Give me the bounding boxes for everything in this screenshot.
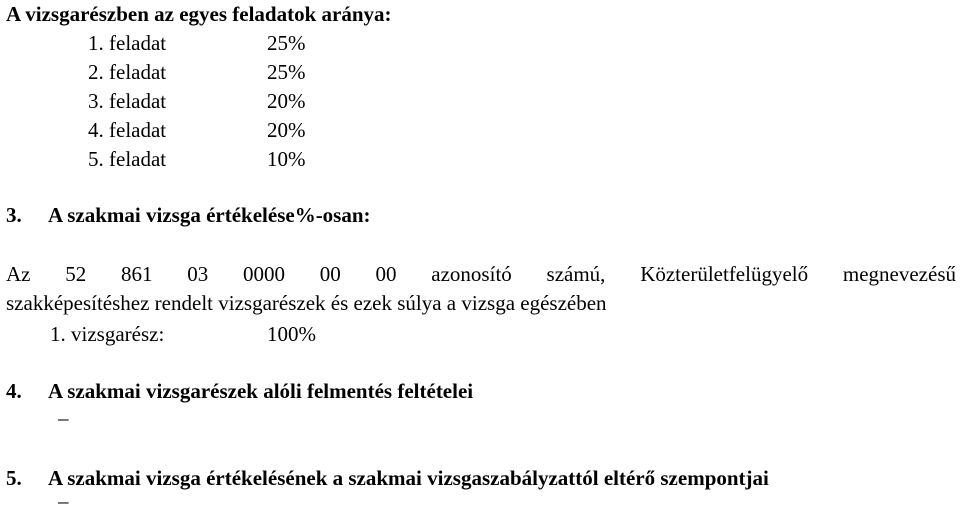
section-number: 5. (6, 466, 22, 490)
section-title: A szakmai vizsga értékelése%-osan: (48, 203, 371, 227)
section-title: A szakmai vizsga értékelésének a szakmai vizsgaszabályzattól eltérő szempontjai (48, 466, 769, 490)
exam-part-percent: 100% (267, 322, 316, 346)
section3-paragraph-line1: Az 52 861 03 0000 00 00 azonosító számú, Közterületfelügyelő megnevezésű (6, 262, 956, 286)
task-percent: 25% (267, 60, 306, 84)
task-percent: 25% (267, 31, 306, 55)
section-number: 4. (6, 379, 22, 403)
exam-part-label: 1. vizsgarész: (50, 322, 165, 346)
ratio-heading: A vizsgarészben az egyes feladatok aránya: (6, 2, 392, 26)
task-name: 1. feladat (88, 31, 167, 55)
section5-heading (6, 464, 769, 493)
task-percent: 10% (267, 147, 306, 171)
task-name: 4. feladat (88, 118, 167, 142)
task-name: 3. feladat (88, 89, 167, 113)
section3-heading (6, 201, 371, 230)
task-percent: 20% (267, 89, 306, 113)
section4-dash: – (58, 406, 69, 430)
section5-dash: – (58, 489, 69, 513)
section-number: 3. (6, 203, 22, 227)
section4-heading (6, 377, 473, 406)
section-title: A szakmai vizsgarészek alóli felmentés feltételei (48, 379, 474, 403)
task-name: 5. feladat (88, 147, 167, 171)
task-percent: 20% (267, 118, 306, 142)
task-name: 2. feladat (88, 60, 167, 84)
section3-paragraph-line2: szakképesítéshez rendelt vizsgarészek és ezek súlya a vizsga egészében (6, 291, 607, 315)
